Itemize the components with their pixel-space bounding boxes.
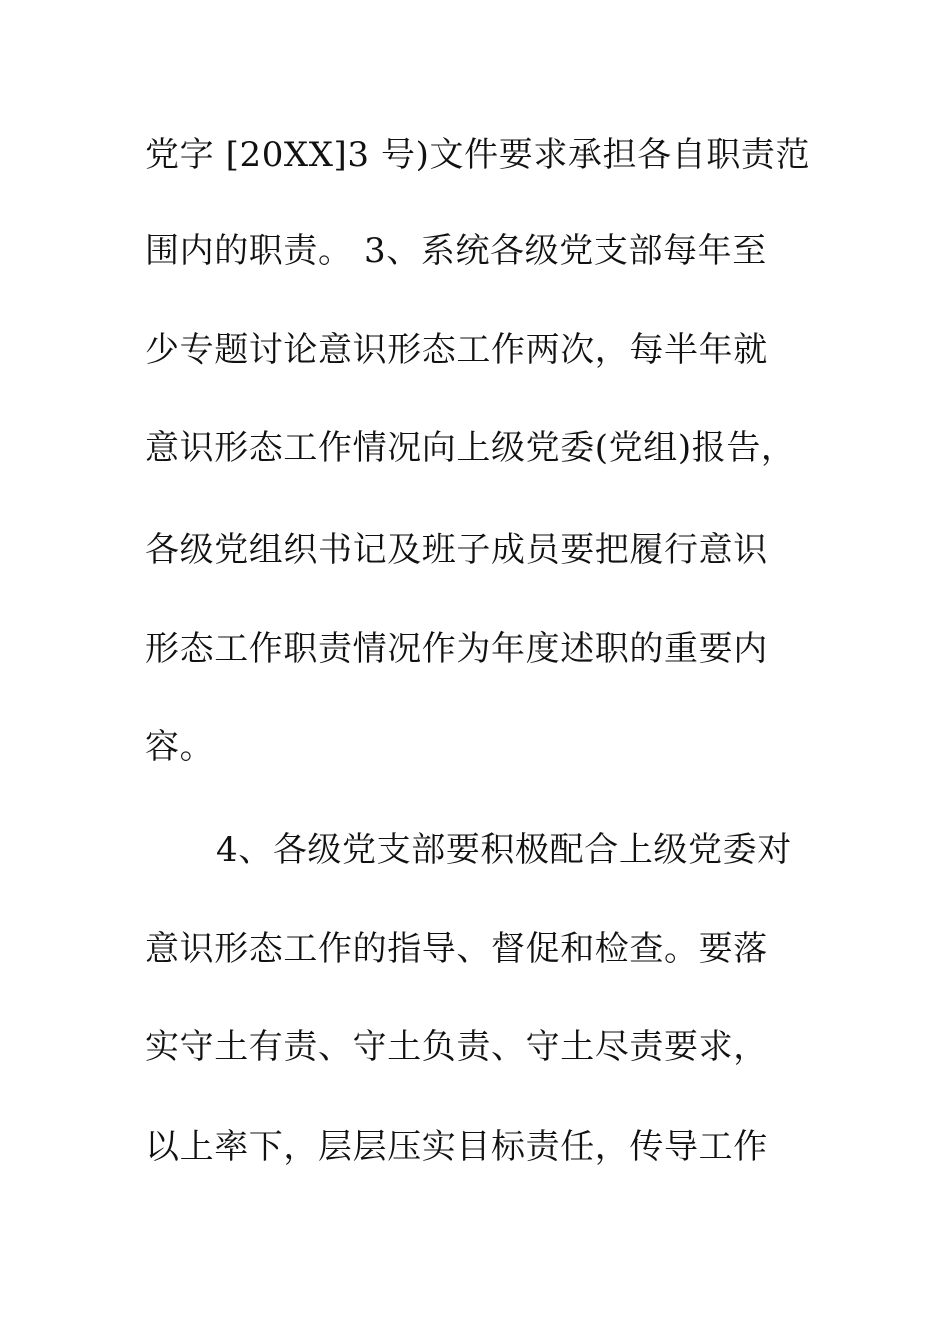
- text-line-7: 容。: [145, 727, 215, 767]
- text-line-3: 少专题讨论意识形态工作两次，每半年就: [145, 330, 768, 370]
- text-line-11: 以上率下，层层压实目标责任，传导工作: [145, 1127, 768, 1167]
- text-line-1: 党字 [20XX]3 号)文件要求承担各自职责范: [145, 135, 811, 175]
- paragraph-4-line-1: 4、各级党支部要积极配合上级党委对: [216, 830, 792, 870]
- text-line-9: 意识形态工作的指导、督促和检查。要落: [145, 929, 768, 969]
- text-line-10: 实守土有责、守土负责、守土尽责要求，: [145, 1027, 768, 1067]
- text-line-4: 意识形态工作情况向上级党委(党组)报告，: [145, 428, 796, 468]
- text-line-2: 围内的职责。 3、系统各级党支部每年至: [145, 231, 767, 271]
- text-line-6: 形态工作职责情况作为年度述职的重要内: [145, 629, 768, 669]
- text-line-5: 各级党组织书记及班子成员要把履行意识: [145, 530, 768, 570]
